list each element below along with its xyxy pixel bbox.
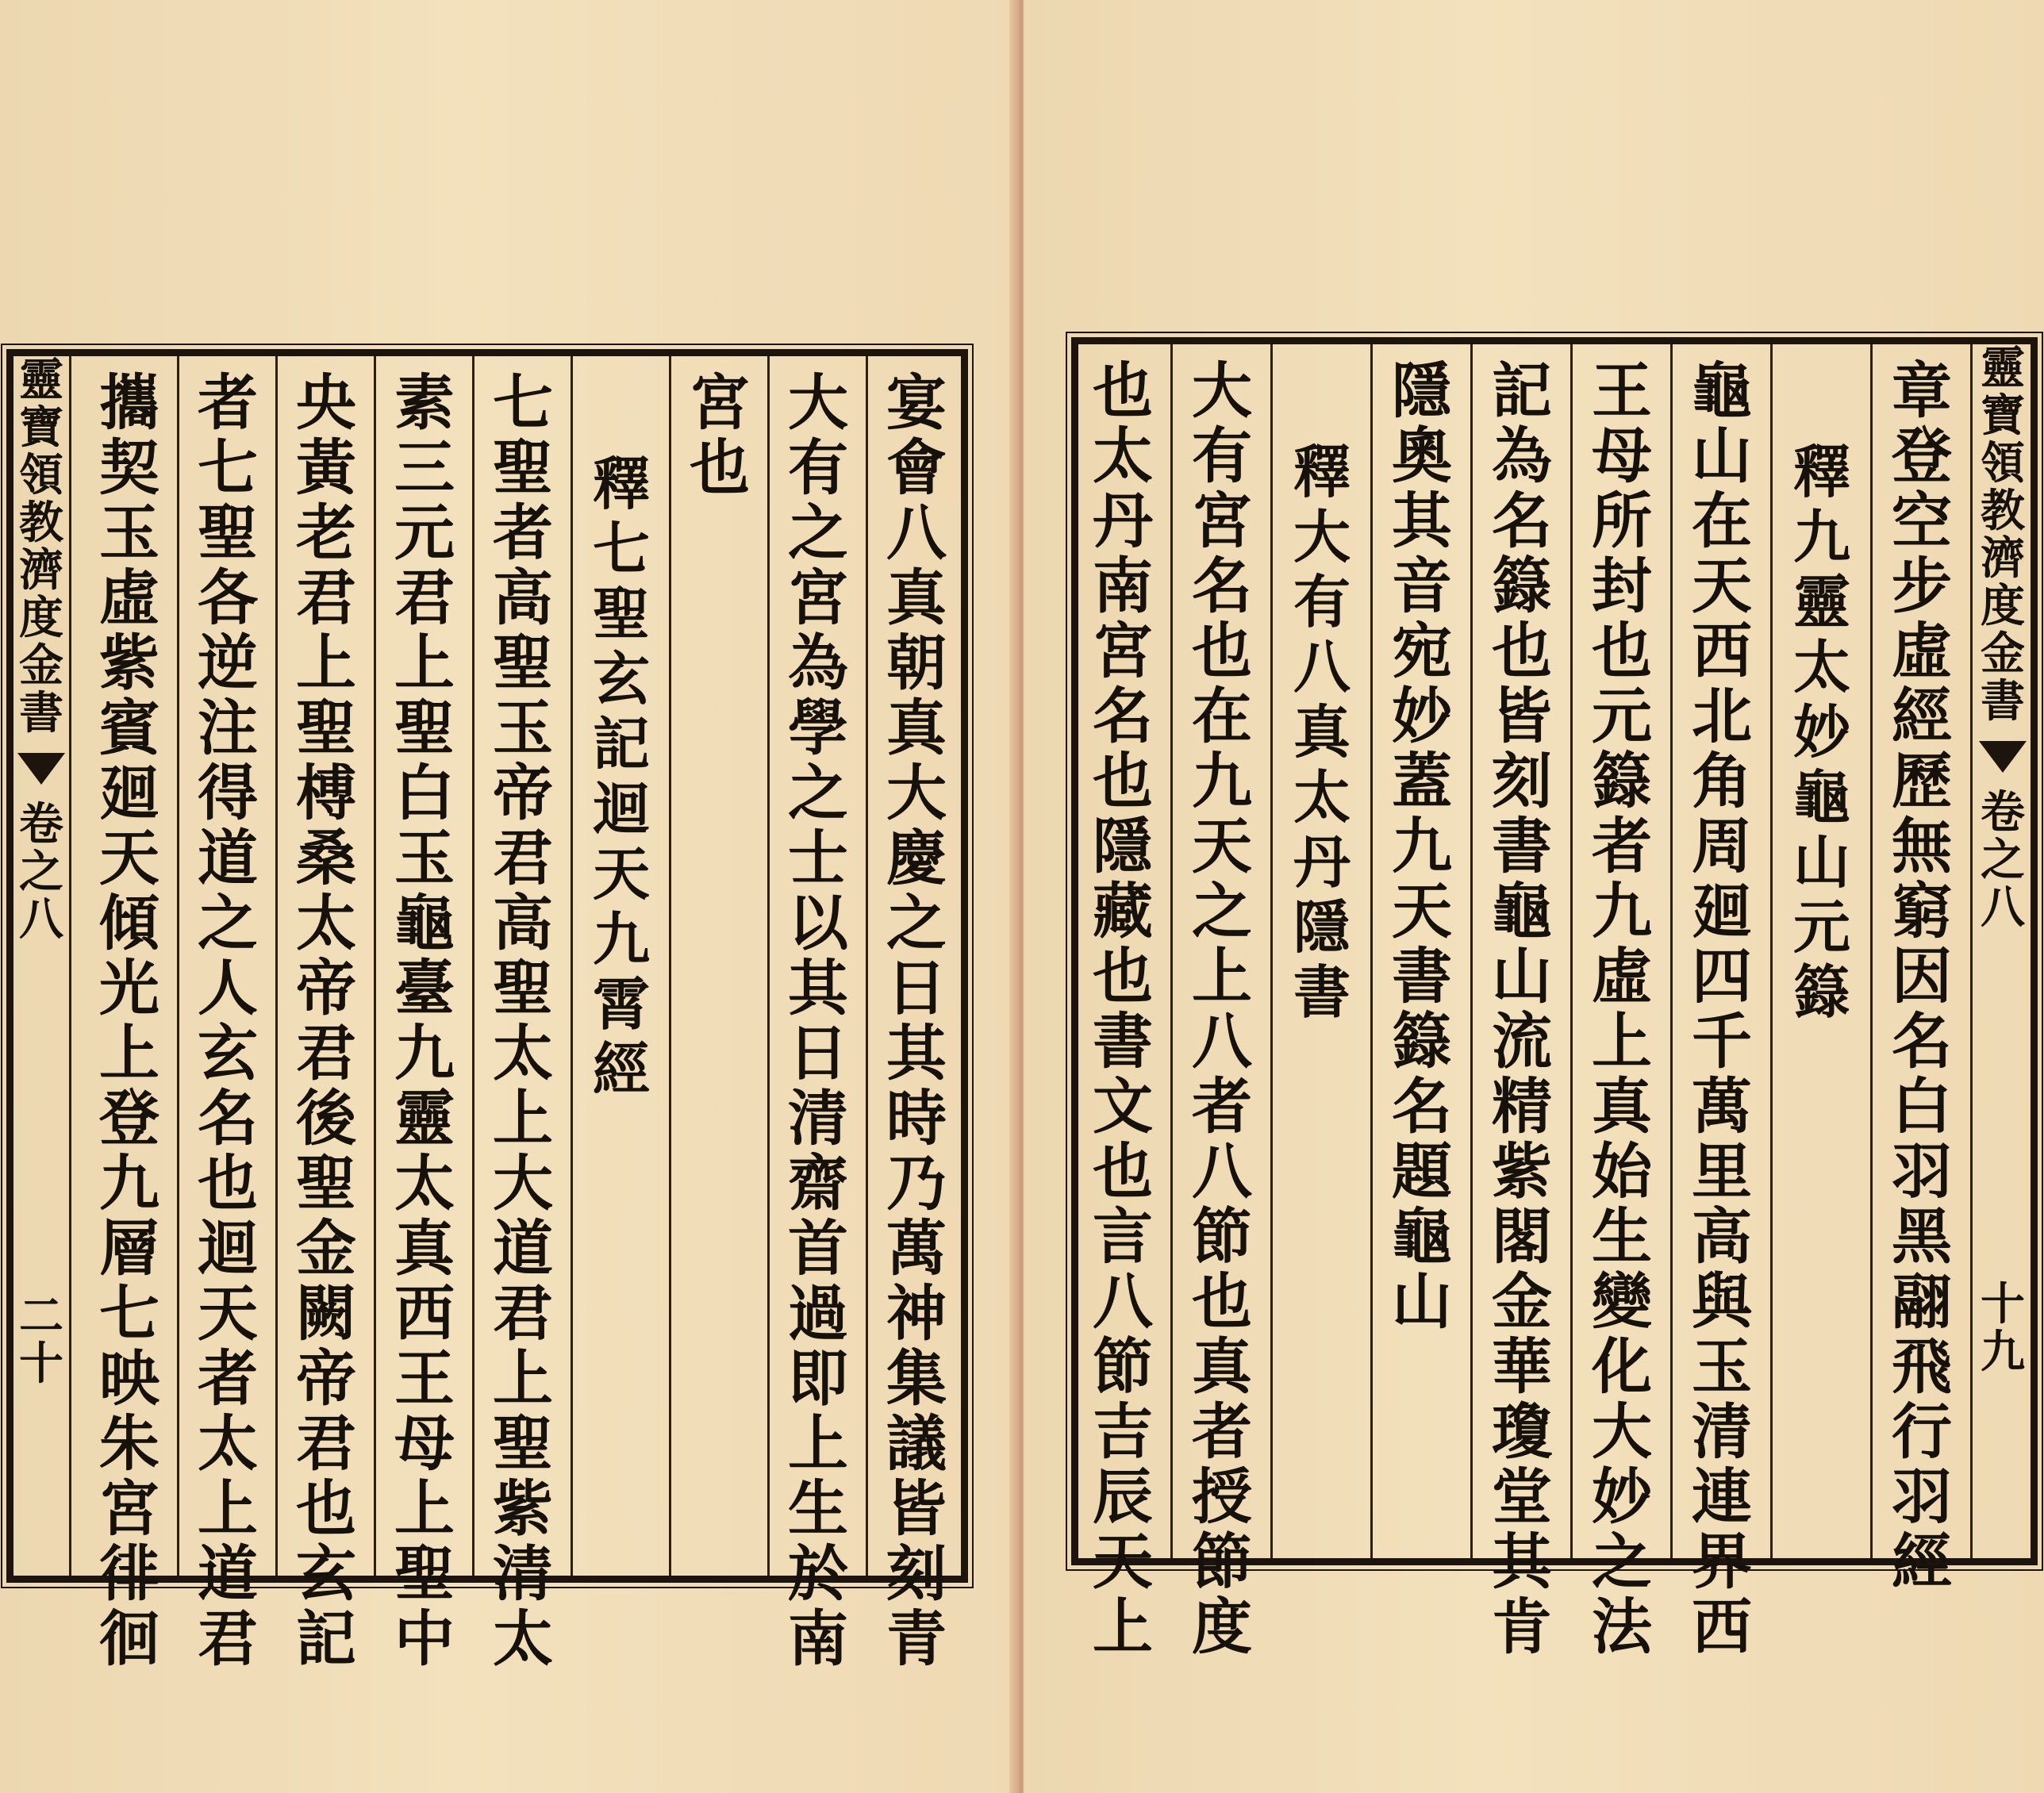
right-page-frame xyxy=(1071,337,2038,1662)
column-rule xyxy=(1470,344,1473,1558)
column-rule xyxy=(69,356,71,1576)
left-column-9: 攜 契 玉 虛 紫 賓 廻 天 傾 光 上 登 九 層 七 映 朱 宮 徘 徊 xyxy=(99,367,159,1674)
column-rule xyxy=(374,356,376,1576)
column-rule xyxy=(1870,344,1873,1558)
left-column-6: 素 三 元 君 上 聖 白 玉 龜 臺 九 靈 太 真 西 王 母 上 聖 中 xyxy=(394,367,455,1674)
right-heart-title: 靈 寶 領 教 濟 度 金 書 xyxy=(1981,342,2025,728)
right-heart-juan: 卷 之 八 xyxy=(1981,786,2025,934)
column-rule xyxy=(866,356,868,1576)
left-page-frame xyxy=(6,349,968,1674)
column-rule xyxy=(1670,344,1673,1558)
right-column-6: 隱 奧 其 音 宛 妙 蓋 九 天 書 籙 名 題 龜 山 xyxy=(1392,355,1452,1337)
left-column-2: 大 有 之 宮 為 學 之 士 以 其 日 清 齋 首 過 即 上 生 於 南 xyxy=(788,367,848,1674)
column-rule xyxy=(1270,344,1273,1558)
right-column-2: 釋 九 靈 太 妙 龜 山 元 籙 xyxy=(1792,438,1850,1026)
left-column-8: 者 七 聖 各 逆 注 得 道 之 人 玄 名 也 迴 天 者 太 上 道 君 xyxy=(198,367,258,1674)
left-column-3: 宮 也 xyxy=(690,367,750,503)
right-column-4: 王 母 所 封 也 元 籙 者 九 虛 上 真 始 生 變 化 大 妙 之 法 xyxy=(1592,355,1652,1662)
left-column-7: 央 黃 老 君 上 聖 榑 桑 太 帝 君 後 聖 金 闕 帝 君 也 玄 記 xyxy=(296,367,356,1674)
left-heart-juan: 卷 之 八 xyxy=(19,798,63,946)
column-rule xyxy=(177,356,179,1576)
right-page-heart xyxy=(1975,344,2031,1558)
column-rule xyxy=(571,356,573,1576)
right-column-3: 龜 山 在 天 西 北 角 周 廻 四 千 萬 里 高 與 玉 清 連 界 西 xyxy=(1692,355,1752,1662)
column-rule xyxy=(1970,344,1973,1558)
column-rule xyxy=(275,356,278,1576)
right-heart-folio: 十 九 xyxy=(1981,1278,2025,1378)
fish-tail-icon xyxy=(17,753,65,785)
column-rule xyxy=(1370,344,1373,1558)
left-column-5: 七 聖 者 高 聖 玉 帝 君 高 聖 太 上 大 道 君 上 聖 紫 清 太 xyxy=(493,367,553,1674)
left-column-4: 釋 七 聖 玄 記 迴 天 九 霄 經 xyxy=(592,450,650,1103)
left-column-1: 宴 會 八 真 朝 真 大 慶 之 日 其 時 乃 萬 神 集 議 皆 刻 青 xyxy=(886,367,947,1674)
right-column-9: 也 太 丹 南 宮 名 也 隱 藏 也 書 文 也 言 八 節 吉 辰 天 上 xyxy=(1093,355,1153,1662)
left-heart-title: 靈 寶 領 教 濟 度 金 書 xyxy=(19,354,63,739)
fish-tail-icon xyxy=(1979,741,2027,773)
right-column-1: 章 登 空 步 虛 經 歷 無 窮 因 名 白 羽 黑 翮 飛 行 羽 經 xyxy=(1892,355,1952,1597)
right-column-5: 記 為 名 籙 也 皆 刻 書 龜 山 流 精 紫 閣 金 華 瓊 堂 其 肯 xyxy=(1492,355,1552,1662)
left-heart-folio: 二 十 xyxy=(19,1290,63,1390)
column-rule xyxy=(1570,344,1573,1558)
right-column-7: 釋 大 有 八 真 太 丹 隱 書 xyxy=(1293,438,1350,1026)
left-page-heart xyxy=(13,356,69,1576)
column-rule xyxy=(767,356,770,1576)
column-rule xyxy=(669,356,671,1576)
right-column-8: 大 有 宮 名 也 在 九 天 之 上 八 者 八 節 也 真 者 授 節 度 xyxy=(1192,355,1252,1662)
column-rule xyxy=(1170,344,1173,1558)
left-page xyxy=(0,0,1016,1793)
column-rule xyxy=(472,356,474,1576)
column-rule xyxy=(1770,344,1773,1558)
